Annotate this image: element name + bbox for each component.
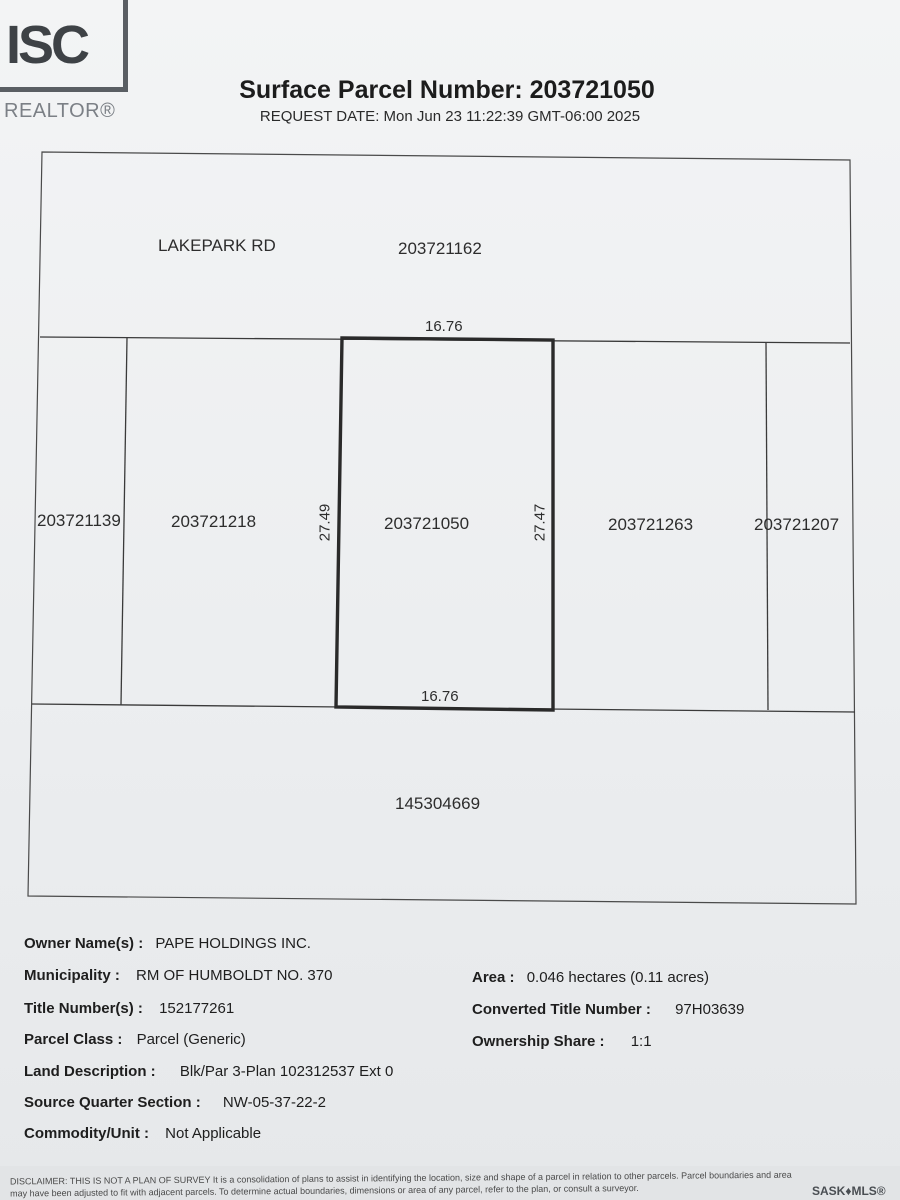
- land-description-row: [24, 1063, 393, 1080]
- north-parcel-number: 203721162: [398, 239, 482, 258]
- land-description-label: Land Description :: [24, 1063, 156, 1080]
- dimension-right: 27.47: [531, 503, 549, 542]
- parcel-class-value: Parcel (Generic): [136, 1031, 246, 1048]
- commodity-value: Not Applicable: [165, 1125, 262, 1142]
- realtor-logo-text: REALTOR®: [4, 100, 116, 122]
- ownership-share-value: 1:1: [630, 1033, 652, 1050]
- converted-title-label: Converted Title Number :: [472, 1001, 651, 1018]
- sask-mls-logo: SASK♦MLS®: [812, 1184, 886, 1198]
- quarter-section-label: Source Quarter Section :: [24, 1094, 201, 1111]
- disclaimer-text: DISCLAIMER: THIS IS NOT A PLAN OF SURVEY It is a consolidation of plans to assist in identifying the location, size and shape of a parcel in relation to other parcels. Parcel boundaries and area may have been adjusted to fit with adjacent parcels. To determine actual boundaries, dimensions or area of any parcel, refer to the plan, or consult a surveyor.: [9, 1169, 792, 1199]
- ownership-share-label: Ownership Share :: [472, 1033, 605, 1050]
- east-outer-parcel-number: 203721207: [754, 515, 840, 534]
- owner-label: Owner Name(s) :: [24, 935, 144, 952]
- converted-title-row: [472, 1001, 744, 1018]
- subject-parcel-number: 203721050: [384, 514, 470, 533]
- title-number-row: [24, 1000, 234, 1017]
- dimension-bottom: 16.76: [421, 688, 459, 705]
- dimension-left: 27.49: [316, 503, 334, 542]
- land-description-value: Blk/Par 3-Plan 102312537 Ext 0: [179, 1063, 394, 1080]
- parcel-class-label: Parcel Class :: [24, 1031, 123, 1048]
- dimension-top: 16.76: [425, 318, 463, 335]
- west-divider-line: [121, 338, 127, 705]
- area-row: [472, 969, 709, 986]
- isc-logo: ISC: [6, 15, 88, 75]
- commodity-label: Commodity/Unit :: [24, 1125, 149, 1142]
- area-label: Area :: [472, 969, 515, 986]
- west-parcel-number: 203721218: [171, 512, 257, 531]
- municipality-row: [24, 967, 332, 984]
- converted-title-value: 97H03639: [675, 1001, 745, 1018]
- quarter-section-row: [24, 1094, 326, 1111]
- request-date: REQUEST DATE: Mon Jun 23 11:22:39 GMT-06:00 2025: [259, 108, 641, 125]
- area-value: 0.046 hectares (0.11 acres): [526, 969, 710, 986]
- east-parcel-number: 203721263: [608, 515, 694, 534]
- municipality-label: Municipality :: [24, 967, 120, 984]
- owner-row: [24, 935, 311, 952]
- ownership-share-row: [472, 1033, 652, 1050]
- title-number-value: 152177261: [159, 1000, 235, 1017]
- road-label: LAKEPARK RD: [158, 236, 276, 255]
- south-parcel-number: 145304669: [395, 794, 481, 813]
- owner-value: PAPE HOLDINGS INC.: [155, 935, 311, 952]
- parcel-class-row: [24, 1031, 246, 1048]
- commodity-row: [24, 1125, 261, 1142]
- municipality-value: RM OF HUMBOLDT NO. 370: [136, 967, 333, 984]
- page-title: Surface Parcel Number: 203721050: [239, 76, 655, 104]
- quarter-section-value: NW-05-37-22-2: [222, 1094, 326, 1111]
- title-number-label: Title Number(s) :: [24, 1000, 143, 1017]
- west-outer-parcel-number: 203721139: [37, 511, 121, 530]
